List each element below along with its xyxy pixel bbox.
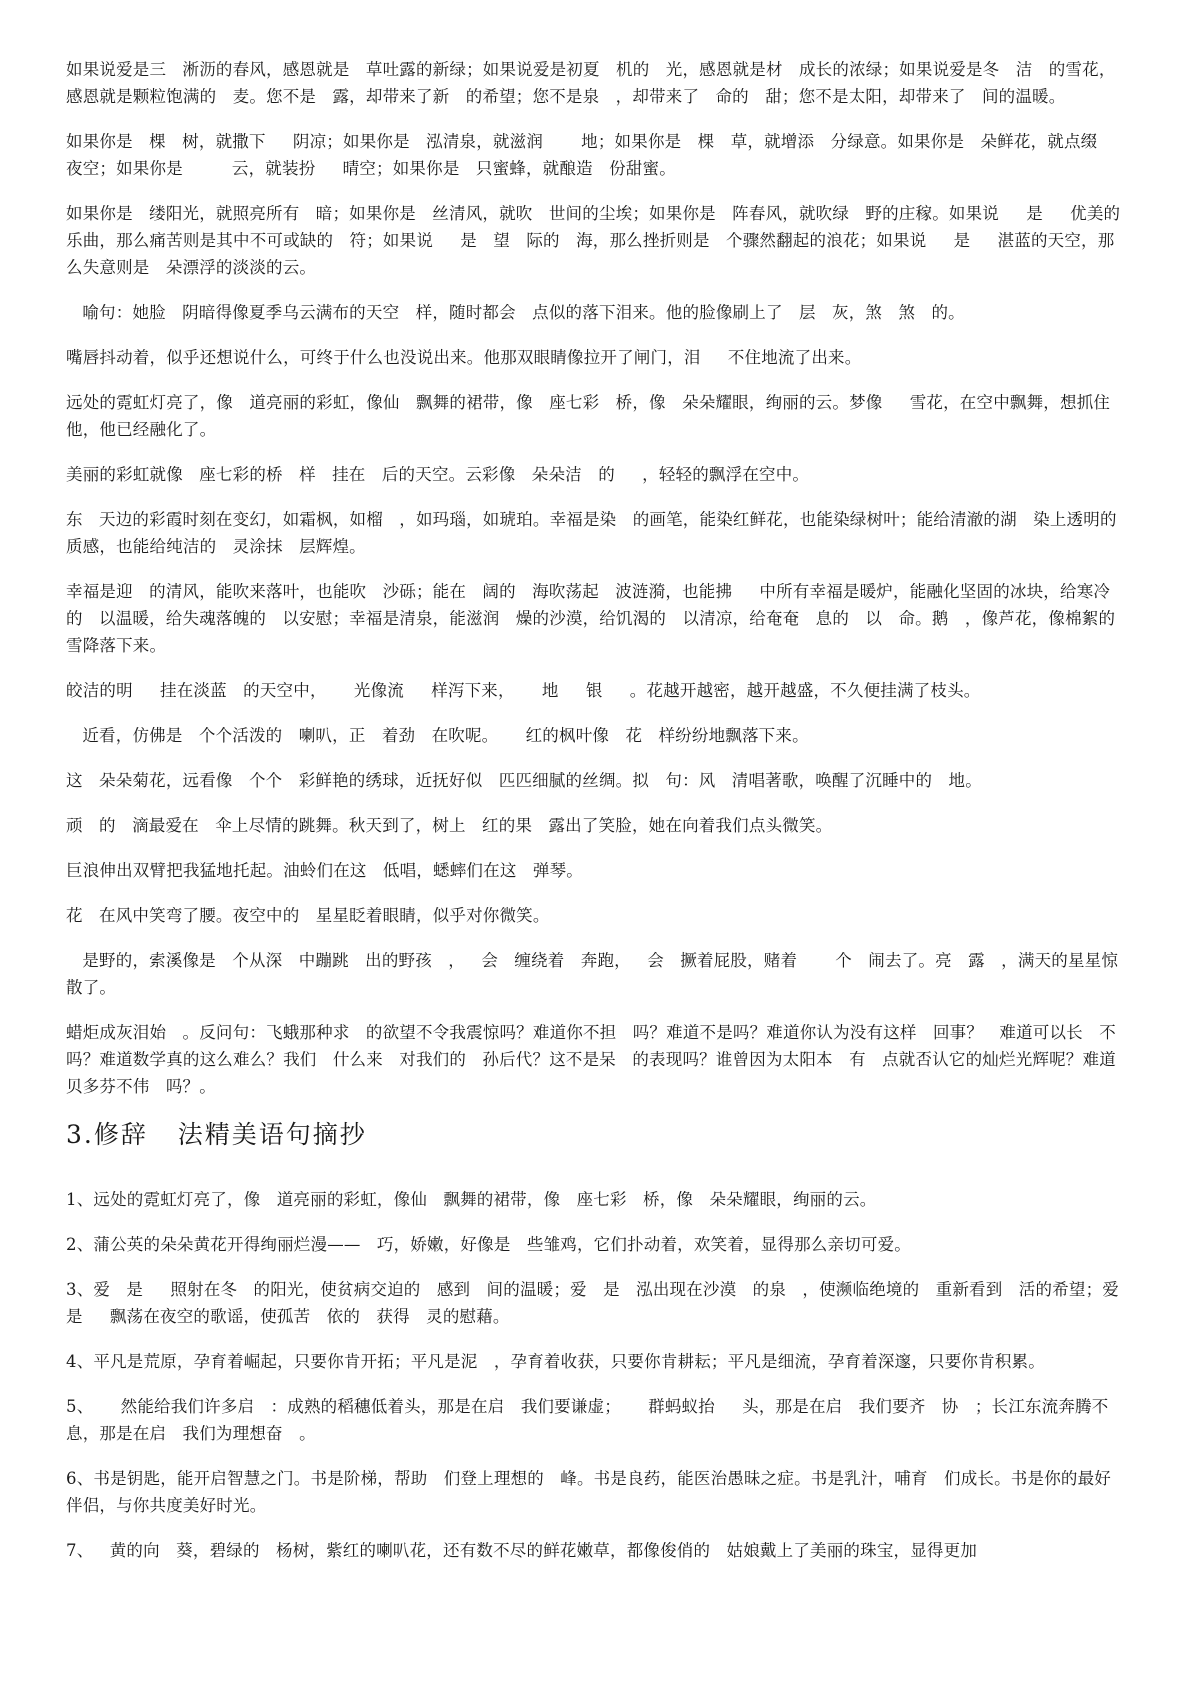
list-item-3: 3、爱 是 照射在冬 的阳光，使贫病交迫的 感到 间的温暖；爱 是 泓出现在沙漠 的泉 ，使濒临绝境的 重新看到 活的希望；爱 是 飘荡在夜空的歌谣，使孤苦 依的 获得 灵的慰藉。 xyxy=(66,1280,1136,1326)
paragraph-11: 近看，仿佛是 个个活泼的 喇叭，正 着劲 在吹呢。 红的枫叶像 花 样纷纷地飘落下来。 xyxy=(66,726,809,745)
paragraph-13: 顽 的 滴最爱在 伞上尽情的跳舞。秋天到了，树上 红的果 露出了笑脸，她在向着我们点头微笑。 xyxy=(66,816,833,835)
paragraph-5: 嘴唇抖动着，似乎还想说什么，可终于什么也没说出来。他那双眼睛像拉开了闸门，泪 不住地流了出来。 xyxy=(66,348,862,367)
list-item-7: 7、 黄的向 葵，碧绿的 杨树，紫红的喇叭花，还有数不尽的鲜花嫩草，都像俊俏的 姑娘戴上了美丽的珠宝，显得更加 xyxy=(66,1541,978,1560)
list-item-6: 6、书是钥匙，能开启智慧之门。书是阶梯，帮助 们登上理想的 峰。书是良药，能医治愚昧之症。书是乳汁，哺育 们成长。书是你的最好伴侣，与你共度美好时光。 xyxy=(66,1469,1112,1515)
paragraph-7: 美丽的彩虹就像 座七彩的桥 样 挂在 后的天空。云彩像 朵朵洁 的 ，轻轻的飘浮在空中。 xyxy=(66,465,810,484)
paragraph-9: 幸福是迎 的清风，能吹来落叶，也能吹 沙砾；能在 阔的 海吹荡起 波涟漪，也能拂 中所有幸福是暖炉，能融化坚固的冰块，给寒冷的 以温暖，给失魂落魄的 以安慰；幸福是清泉，能滋润 燥的沙漠，给饥渴的 以清凉，给奄奄 息的 以 命。鹅 ，像芦花，像棉絮的 雪降落下来。 xyxy=(66,582,1132,655)
paragraph-4: 喻句：她脸 阴暗得像夏季乌云满布的天空 样，随时都会 点似的落下泪来。他的脸像刷上了 层 灰，煞 煞 的。 xyxy=(66,303,965,322)
section-heading: 3.修辞 法精美语句摘抄 xyxy=(66,1120,367,1149)
list-item-5: 5、 然能给我们许多启 ：成熟的稻穗低着头，那是在启 我们要谦虚； 群蚂蚁抬 头，那是在启 我们要齐 协 ；长江东流奔腾不息，那是在启 我们为理想奋 。 xyxy=(66,1397,1109,1443)
list-item-2: 2、蒲公英的朵朵黄花开得绚丽烂漫—— 巧，娇嫩，好像是 些雏鸡，它们扑动着，欢笑着，显得那么亲切可爱。 xyxy=(66,1235,911,1254)
list-item-4: 4、平凡是荒原，孕育着崛起，只要你肯开拓；平凡是泥 ，孕育着收获，只要你肯耕耘；平凡是细流，孕育着深邃，只要你肯积累。 xyxy=(66,1352,1045,1371)
paragraph-3: 如果你是 缕阳光，就照亮所有 暗；如果你是 丝清风，就吹 世间的尘埃；如果你是 阵春风，就吹绿 野的庄稼。如果说 是 优美的乐曲，那么痛苦则是其中不可或缺的 符；如果说 是 望 际的 海，那么挫折则是 个骤然翻起的浪花；如果说 是 湛蓝的天空，那么失意则是 朵漂浮的淡淡的云。 xyxy=(66,204,1121,277)
list-item-1: 1、远处的霓虹灯亮了，像 道亮丽的彩虹，像仙 飘舞的裙带，像 座七彩 桥，像 朵朵耀眼，绚丽的云。 xyxy=(66,1190,877,1209)
paragraph-14: 巨浪伸出双臂把我猛地托起。油蛉们在这 低唱，蟋蟀们在这 弹琴。 xyxy=(66,861,583,880)
document-page xyxy=(66,56,1136,1582)
paragraph-1: 如果说爱是三 淅沥的春风，感恩就是 草吐露的新绿；如果说爱是初夏 机的 光，感恩就是材 成长的浓绿；如果说爱是冬 洁 的雪花，感恩就是颗粒饱满的 麦。您不是 露，却带来了新 的希望；您不是泉 ，却带来了 命的 甜；您不是太阳，却带来了 间的温暖。 xyxy=(66,60,1116,106)
paragraph-15: 花 在风中笑弯了腰。夜空中的 星星眨着眼睛，似乎对你微笑。 xyxy=(66,906,550,925)
paragraph-17: 蜡炬成灰泪始 。反问句：飞蛾那种求 的欲望不令我震惊吗？难道你不担 吗？难道不是吗？难道你认为没有这样 回事？ 难道可以长 不 吗？难道数学真的这么难么？我们 什么来 对我们的 孙后代？这不是呆 的表现吗？谁曾因为太阳本 有 点就否认它的灿烂光辉呢？难道贝多芬不伟 吗？。 xyxy=(66,1023,1133,1096)
paragraph-8: 东 天边的彩霞时刻在变幻，如霜枫，如榴 ，如玛瑙，如琥珀。幸福是染 的画笔，能染红鲜花，也能染绿树叶；能给清澈的湖 染上透明的质感，也能给纯洁的 灵涂抹 层辉煌。 xyxy=(66,510,1117,556)
paragraph-16: 是野的，索溪像是 个从深 中蹦跳 出的野孩 ， 会 缠绕着 奔跑， 会 撅着屁股，赌着 个 闹去了。亮 露 ，满天的星星惊散了。 xyxy=(66,951,1119,997)
paragraph-10: 皎洁的明 挂在淡蓝 的天空中， 光像流 样泻下来， 地 银 。花越开越密，越开越盛，不久便挂满了枝头。 xyxy=(66,681,981,700)
paragraph-6: 远处的霓虹灯亮了，像 道亮丽的彩虹，像仙 飘舞的裙带，像 座七彩 桥，像 朵朵耀眼，绚丽的云。梦像 雪花，在空中飘舞，想抓住他，他已经融化了。 xyxy=(66,393,1111,439)
paragraph-12: 这 朵朵菊花，远看像 个个 彩鲜艳的绣球，近抚好似 匹匹细腻的丝绸。拟 句：风 清唱著歌，唤醒了沉睡中的 地。 xyxy=(66,771,982,790)
paragraph-2: 如果你是 棵 树，就撒下 阴凉；如果你是 泓清泉，就滋润 地；如果你是 棵 草，就增添 分绿意。如果你是 朵鲜花，就点缀 夜空；如果你是 云，就装扮 晴空；如果你是 只蜜蜂，就酿造 份甜蜜。 xyxy=(66,132,1125,178)
